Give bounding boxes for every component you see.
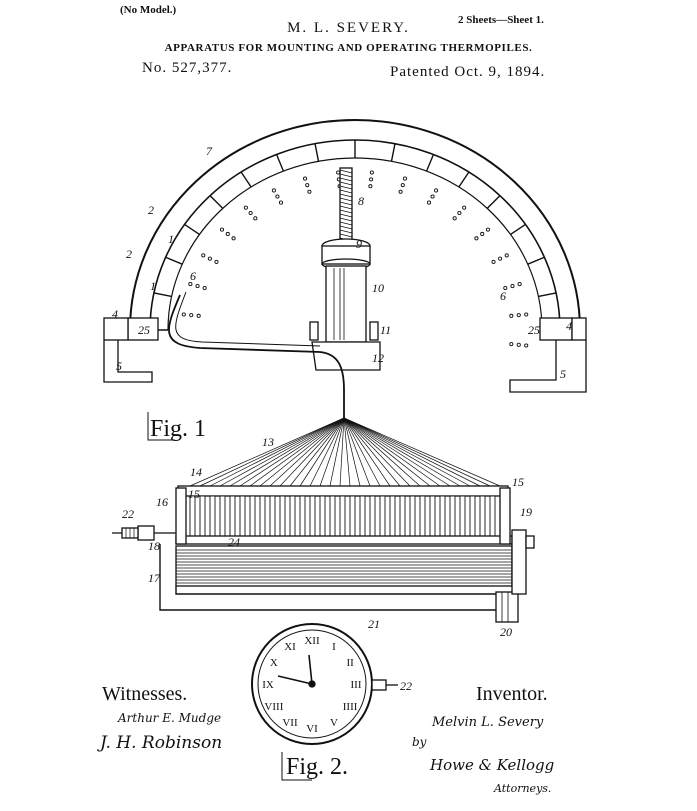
svg-text:14: 14 <box>190 465 202 479</box>
svg-text:9: 9 <box>356 237 362 251</box>
svg-text:4: 4 <box>112 307 118 321</box>
fig2-thermopile-bank <box>112 418 534 622</box>
patent-date: Patented Oct. 9, 1894. <box>390 64 546 80</box>
svg-text:11: 11 <box>380 323 392 337</box>
svg-text:Fig. 2.: Fig. 2. <box>286 754 349 780</box>
witnesses-label: Witnesses. <box>102 683 188 705</box>
svg-text:12: 12 <box>372 351 384 365</box>
svg-text:19: 19 <box>520 505 532 519</box>
ref-21: 21 <box>368 617 380 631</box>
witness-2-signature: J. H. Robinson <box>100 733 223 753</box>
svg-text:6: 6 <box>190 269 196 283</box>
clock-numeral: IIII <box>342 701 358 713</box>
svg-text:22: 22 <box>122 507 134 521</box>
svg-text:5: 5 <box>116 359 122 373</box>
fig2-caption <box>282 752 348 780</box>
patent-title: APPARATUS FOR MOUNTING AND OPERATING THERMOPILES. <box>164 42 533 54</box>
svg-text:4: 4 <box>566 319 572 333</box>
svg-text:25: 25 <box>138 323 150 337</box>
svg-text:10: 10 <box>372 281 384 295</box>
svg-text:18: 18 <box>148 539 160 553</box>
patent-number: No. 527,377. <box>142 60 233 76</box>
svg-text:25: 25 <box>528 323 540 337</box>
attorneys-label: Attorneys. <box>494 782 552 795</box>
clock-numeral: X <box>269 657 278 669</box>
svg-text:13: 13 <box>262 435 274 449</box>
clock-numeral: V <box>330 717 338 730</box>
svg-text:7: 7 <box>206 144 212 158</box>
inventor-name: M. L. SEVERY. <box>287 20 410 36</box>
clock-numeral: I <box>332 640 336 653</box>
svg-text:20: 20 <box>500 625 512 639</box>
clock-numeral: VI <box>306 723 318 735</box>
svg-text:15: 15 <box>512 475 524 489</box>
clock-numeral: II <box>346 657 354 669</box>
by-text: by <box>412 735 427 749</box>
inventor-label: Inventor. <box>476 683 548 705</box>
witness-1-signature: Arthur E. Mudge <box>118 711 222 725</box>
model-note: (No Model.) <box>120 4 177 16</box>
fig1-caption <box>148 412 206 442</box>
clock-dial <box>252 624 398 744</box>
svg-text:16: 16 <box>156 495 168 509</box>
svg-text:5: 5 <box>560 367 566 381</box>
clock-numeral: IX <box>262 679 274 691</box>
ref-22-clock: 22 <box>400 679 412 693</box>
svg-text:17: 17 <box>148 571 160 585</box>
clock-numeral: VII <box>282 717 298 730</box>
svg-text:2: 2 <box>148 203 154 217</box>
svg-text:1: 1 <box>150 279 156 293</box>
clock-numeral: III <box>350 679 362 691</box>
svg-text:Fig. 1: Fig. 1 <box>150 416 207 442</box>
svg-text:24: 24 <box>228 535 240 549</box>
inventor-signature: Melvin L. Severy <box>432 715 544 730</box>
fig1-arch <box>104 120 586 418</box>
clock-numeral: VIII <box>264 701 284 713</box>
svg-text:8: 8 <box>358 194 364 208</box>
sheet-count: 2 Sheets—Sheet 1. <box>458 14 544 26</box>
svg-text:6: 6 <box>500 289 506 303</box>
attorneys-signature: Howe & Kellogg <box>430 756 555 774</box>
clock-numeral: XII <box>304 635 320 647</box>
svg-text:15: 15 <box>188 487 200 501</box>
svg-text:1: 1 <box>168 232 174 246</box>
svg-text:2: 2 <box>126 247 132 261</box>
clock-numeral: XI <box>284 640 296 653</box>
